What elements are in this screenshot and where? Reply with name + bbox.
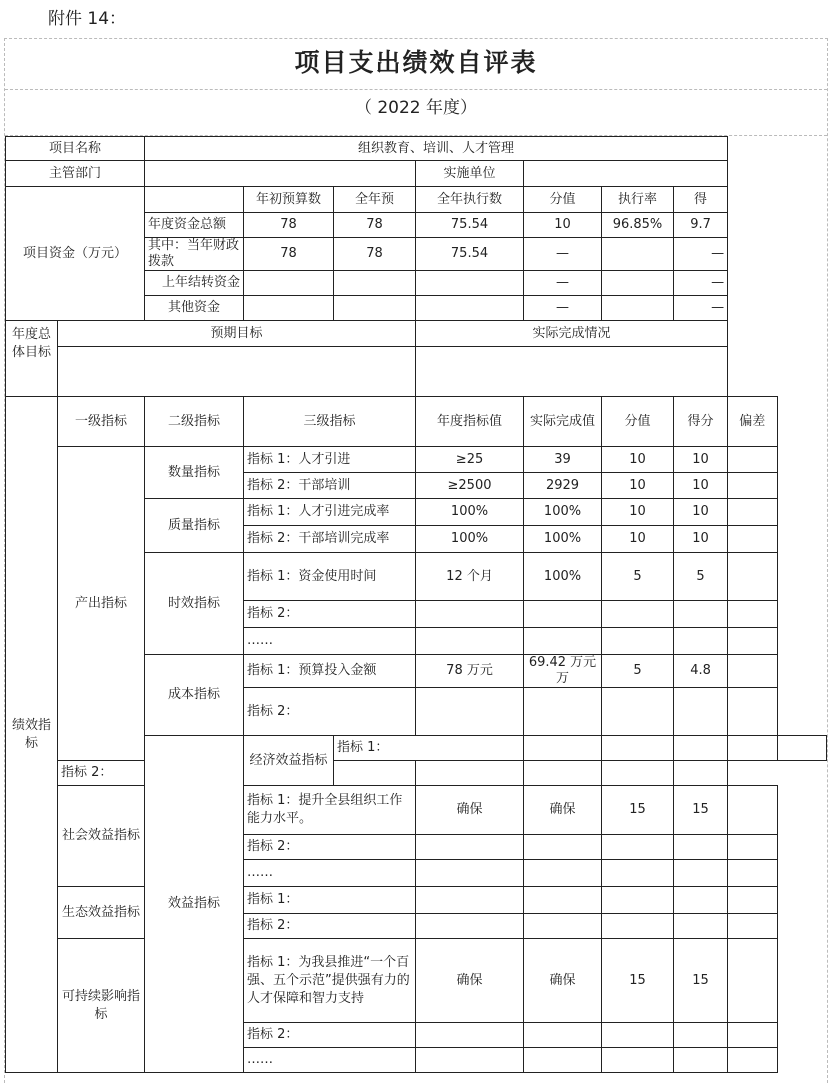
output-indicator-label: 产出指标 [58, 447, 145, 761]
funds-header-rate: 执行率 [602, 187, 674, 213]
funds-exec [416, 271, 524, 296]
funds-score: — [674, 296, 728, 321]
goals-header-row [6, 321, 827, 347]
indicator-score [674, 688, 728, 736]
indicator-actual: 39 [524, 447, 602, 473]
goals-expected-label: 预期目标 [58, 321, 416, 347]
indicator-name: 指标 1：预算投入金额 [244, 655, 416, 688]
indicator-score-value [524, 761, 602, 786]
indicator-deviation [728, 553, 777, 601]
funds-exec: 75.54 [416, 238, 524, 271]
indicator-name: …… [244, 628, 416, 655]
funds-header-row [6, 187, 827, 213]
indicator-actual: 69.42 万元万 [524, 655, 602, 688]
indicator-target [416, 914, 524, 939]
evaluation-table [5, 136, 827, 1073]
indicator-score-value [602, 1048, 674, 1073]
indicator-deviation [728, 655, 777, 688]
indicator-name: 指标 2： [244, 914, 416, 939]
indicator-score-value: 5 [602, 655, 674, 688]
funds-rate [602, 238, 674, 271]
perf-header-actual: 实际完成值 [524, 397, 602, 447]
indicator-actual [524, 1048, 602, 1073]
funds-budget [244, 296, 334, 321]
social-indicator-label: 社会效益指标 [58, 786, 145, 887]
perf-header-target: 年度指标值 [416, 397, 524, 447]
dept-row [6, 161, 827, 187]
economic-indicator-label: 经济效益指标 [244, 736, 334, 786]
year-line: （ 2022 年度） [354, 98, 478, 118]
indicator-deviation [728, 786, 777, 835]
funds-header-score: 得 [674, 187, 728, 213]
indicator-target [416, 887, 524, 914]
funds-label: 项目资金（万元） [6, 187, 145, 321]
impl-unit-value [524, 161, 728, 187]
funds-budget: 78 [244, 213, 334, 238]
goals-expected-value [58, 347, 416, 397]
indicator-target [416, 688, 524, 736]
indicator-target [416, 835, 524, 860]
indicator-score [728, 736, 777, 761]
indicator-score [674, 860, 728, 887]
indicator-score: 15 [674, 939, 728, 1023]
indicator-actual [524, 914, 602, 939]
indicator-target [416, 628, 524, 655]
indicator-score-value: 10 [602, 526, 674, 553]
indicator-name: 指标 2： [58, 761, 244, 786]
indicator-score [674, 628, 728, 655]
indicator-score-value [602, 1023, 674, 1048]
indicator-score: 10 [674, 526, 728, 553]
indicator-target: 100% [416, 499, 524, 526]
funds-score: — [674, 271, 728, 296]
indicator-actual [602, 736, 674, 761]
funds-annual: 78 [334, 213, 416, 238]
indicator-actual [524, 1023, 602, 1048]
perf-header-level3: 三级指标 [244, 397, 416, 447]
perf-header-score: 得分 [674, 397, 728, 447]
funds-row-label: 上年结转资金 [145, 271, 244, 296]
indicator-name: 指标 1：人才引进完成率 [244, 499, 416, 526]
perf-header-level1: 一级指标 [58, 397, 145, 447]
indicator-target: 确保 [416, 786, 524, 835]
indicator-actual: 100% [524, 553, 602, 601]
indicator-score [674, 601, 728, 628]
form-title: 项目支出绩效自评表 [294, 48, 538, 77]
indicator-name: …… [244, 1048, 416, 1073]
quantity-indicator-label: 数量指标 [145, 447, 244, 499]
funds-score-value: — [524, 238, 602, 271]
indicator-deviation [728, 887, 777, 914]
indicator-name: 指标 2： [244, 688, 416, 736]
funds-rate [602, 296, 674, 321]
funds-row-label: 年度资金总额 [145, 213, 244, 238]
perf-row [6, 761, 827, 786]
project-name-row [6, 137, 827, 161]
indicator-actual [524, 887, 602, 914]
funds-header-score-value: 分值 [524, 187, 602, 213]
indicator-score-value [602, 601, 674, 628]
perf-header-score-value: 分值 [602, 397, 674, 447]
funds-score: 9.7 [674, 213, 728, 238]
indicator-deviation [728, 860, 777, 887]
goals-actual-value [416, 347, 728, 397]
funds-annual: 78 [334, 238, 416, 271]
indicator-deviation [728, 914, 777, 939]
indicator-name: …… [244, 860, 416, 887]
indicator-score-value: 5 [602, 553, 674, 601]
timeliness-indicator-label: 时效指标 [145, 553, 244, 655]
ecological-indicator-label: 生态效益指标 [58, 887, 145, 939]
indicator-target: ≥25 [416, 447, 524, 473]
indicator-deviation [728, 473, 777, 499]
indicator-score [674, 914, 728, 939]
indicator-deviation [728, 1048, 777, 1073]
indicator-name: 指标 2：干部培训完成率 [244, 526, 416, 553]
indicator-name: 指标 1：人才引进 [244, 447, 416, 473]
indicator-score-value: 15 [602, 939, 674, 1023]
indicator-deviation [728, 447, 777, 473]
indicator-name: 指标 1： [334, 736, 524, 761]
indicator-name: 指标 2： [244, 1023, 416, 1048]
cost-indicator-label: 成本指标 [145, 655, 244, 736]
indicator-score-value: 10 [602, 473, 674, 499]
funds-score-value: 10 [524, 213, 602, 238]
goals-actual-label: 实际完成情况 [416, 321, 728, 347]
quality-indicator-label: 质量指标 [145, 499, 244, 553]
funds-header-blank [145, 187, 244, 213]
perf-row [6, 786, 827, 835]
perf-header-level2: 二级指标 [145, 397, 244, 447]
indicator-actual: 确保 [524, 939, 602, 1023]
funds-row-label: 其他资金 [145, 296, 244, 321]
funds-annual [334, 271, 416, 296]
indicator-deviation [674, 761, 728, 786]
indicator-score-value [602, 628, 674, 655]
indicator-score-value: 10 [602, 499, 674, 526]
benefit-indicator-label: 效益指标 [145, 736, 244, 1073]
funds-rate: 96.85% [602, 213, 674, 238]
indicator-deviation [728, 688, 777, 736]
funds-header-exec: 全年执行数 [416, 187, 524, 213]
indicator-actual [416, 761, 524, 786]
indicator-score-value [602, 860, 674, 887]
indicator-actual [524, 860, 602, 887]
indicator-target [524, 736, 602, 761]
indicator-score [674, 835, 728, 860]
indicator-score-value [602, 887, 674, 914]
indicator-score-value [602, 688, 674, 736]
indicator-target [416, 601, 524, 628]
perf-row [6, 447, 827, 473]
indicator-target: 78 万元 [416, 655, 524, 688]
funds-rate [602, 271, 674, 296]
indicator-score-value: 15 [602, 786, 674, 835]
indicator-actual [524, 601, 602, 628]
funds-exec: 75.54 [416, 213, 524, 238]
indicator-score-value [602, 914, 674, 939]
indicator-score-value [602, 835, 674, 860]
indicator-name: 指标 2：干部培训 [244, 473, 416, 499]
indicator-score: 10 [674, 473, 728, 499]
funds-score-value: — [524, 271, 602, 296]
funds-row-label: 其中：当年财政拨款 [145, 238, 244, 271]
perf-row [6, 887, 827, 914]
indicator-name: 指标 1：资金使用时间 [244, 553, 416, 601]
dept-label: 主管部门 [6, 161, 145, 187]
indicator-name: 指标 1：为我县推进“一个百强、五个示范”提供强有力的人才保障和智力支持 [244, 939, 416, 1023]
funds-budget [244, 271, 334, 296]
indicator-score: 5 [674, 553, 728, 601]
indicator-score [674, 1023, 728, 1048]
title-divider [5, 89, 827, 90]
project-name-label: 项目名称 [6, 137, 145, 161]
indicator-name: 指标 1：提升全县组织工作能力水平。 [244, 786, 416, 835]
indicator-name: 指标 2： [244, 835, 416, 860]
indicator-target: 12 个月 [416, 553, 524, 601]
indicator-name: 指标 1： [244, 887, 416, 914]
funds-exec [416, 296, 524, 321]
indicator-target [334, 761, 416, 786]
indicator-actual: 100% [524, 526, 602, 553]
indicator-target [416, 860, 524, 887]
goals-label: 年度总体目标 [6, 321, 58, 397]
indicator-target [416, 1048, 524, 1073]
funds-score-value: — [524, 296, 602, 321]
indicator-actual: 100% [524, 499, 602, 526]
sustainable-indicator-label: 可持续影响指标 [58, 939, 145, 1073]
funds-annual [334, 296, 416, 321]
indicator-target: 确保 [416, 939, 524, 1023]
funds-score: — [674, 238, 728, 271]
indicator-target: ≥2500 [416, 473, 524, 499]
indicator-actual: 确保 [524, 786, 602, 835]
indicator-score [602, 761, 674, 786]
funds-budget: 78 [244, 238, 334, 271]
perf-row [6, 939, 827, 1023]
indicator-score: 15 [674, 786, 728, 835]
indicator-deviation [728, 499, 777, 526]
indicator-score: 10 [674, 499, 728, 526]
indicator-name: 指标 2： [244, 601, 416, 628]
indicator-actual [524, 835, 602, 860]
indicator-deviation [728, 835, 777, 860]
goals-value-row [6, 347, 827, 397]
indicator-deviation [728, 628, 777, 655]
indicator-score-value: 10 [602, 447, 674, 473]
indicator-score: 10 [674, 447, 728, 473]
attachment-label: 附件 14： [48, 9, 127, 29]
indicator-score [674, 887, 728, 914]
indicator-target: 100% [416, 526, 524, 553]
project-name-value: 组织教育、培训、人才管理 [145, 137, 728, 161]
indicator-deviation [728, 1023, 777, 1048]
perf-header-row [6, 397, 827, 447]
indicator-actual: 2929 [524, 473, 602, 499]
indicator-deviation [728, 526, 777, 553]
indicator-score: 4.8 [674, 655, 728, 688]
dept-value [145, 161, 416, 187]
evaluation-sheet [4, 38, 828, 1083]
indicator-deviation [728, 601, 777, 628]
funds-header-budget: 年初预算数 [244, 187, 334, 213]
indicator-target [416, 1023, 524, 1048]
perf-label: 绩效指标 [6, 397, 58, 1073]
funds-header-annual: 全年预 [334, 187, 416, 213]
indicator-actual [524, 628, 602, 655]
indicator-score-value [674, 736, 728, 761]
impl-unit-label: 实施单位 [416, 161, 524, 187]
indicator-score [674, 1048, 728, 1073]
indicator-actual [524, 688, 602, 736]
perf-header-deviation: 偏差 [728, 397, 777, 447]
indicator-deviation [728, 939, 777, 1023]
indicator-deviation [777, 736, 826, 761]
